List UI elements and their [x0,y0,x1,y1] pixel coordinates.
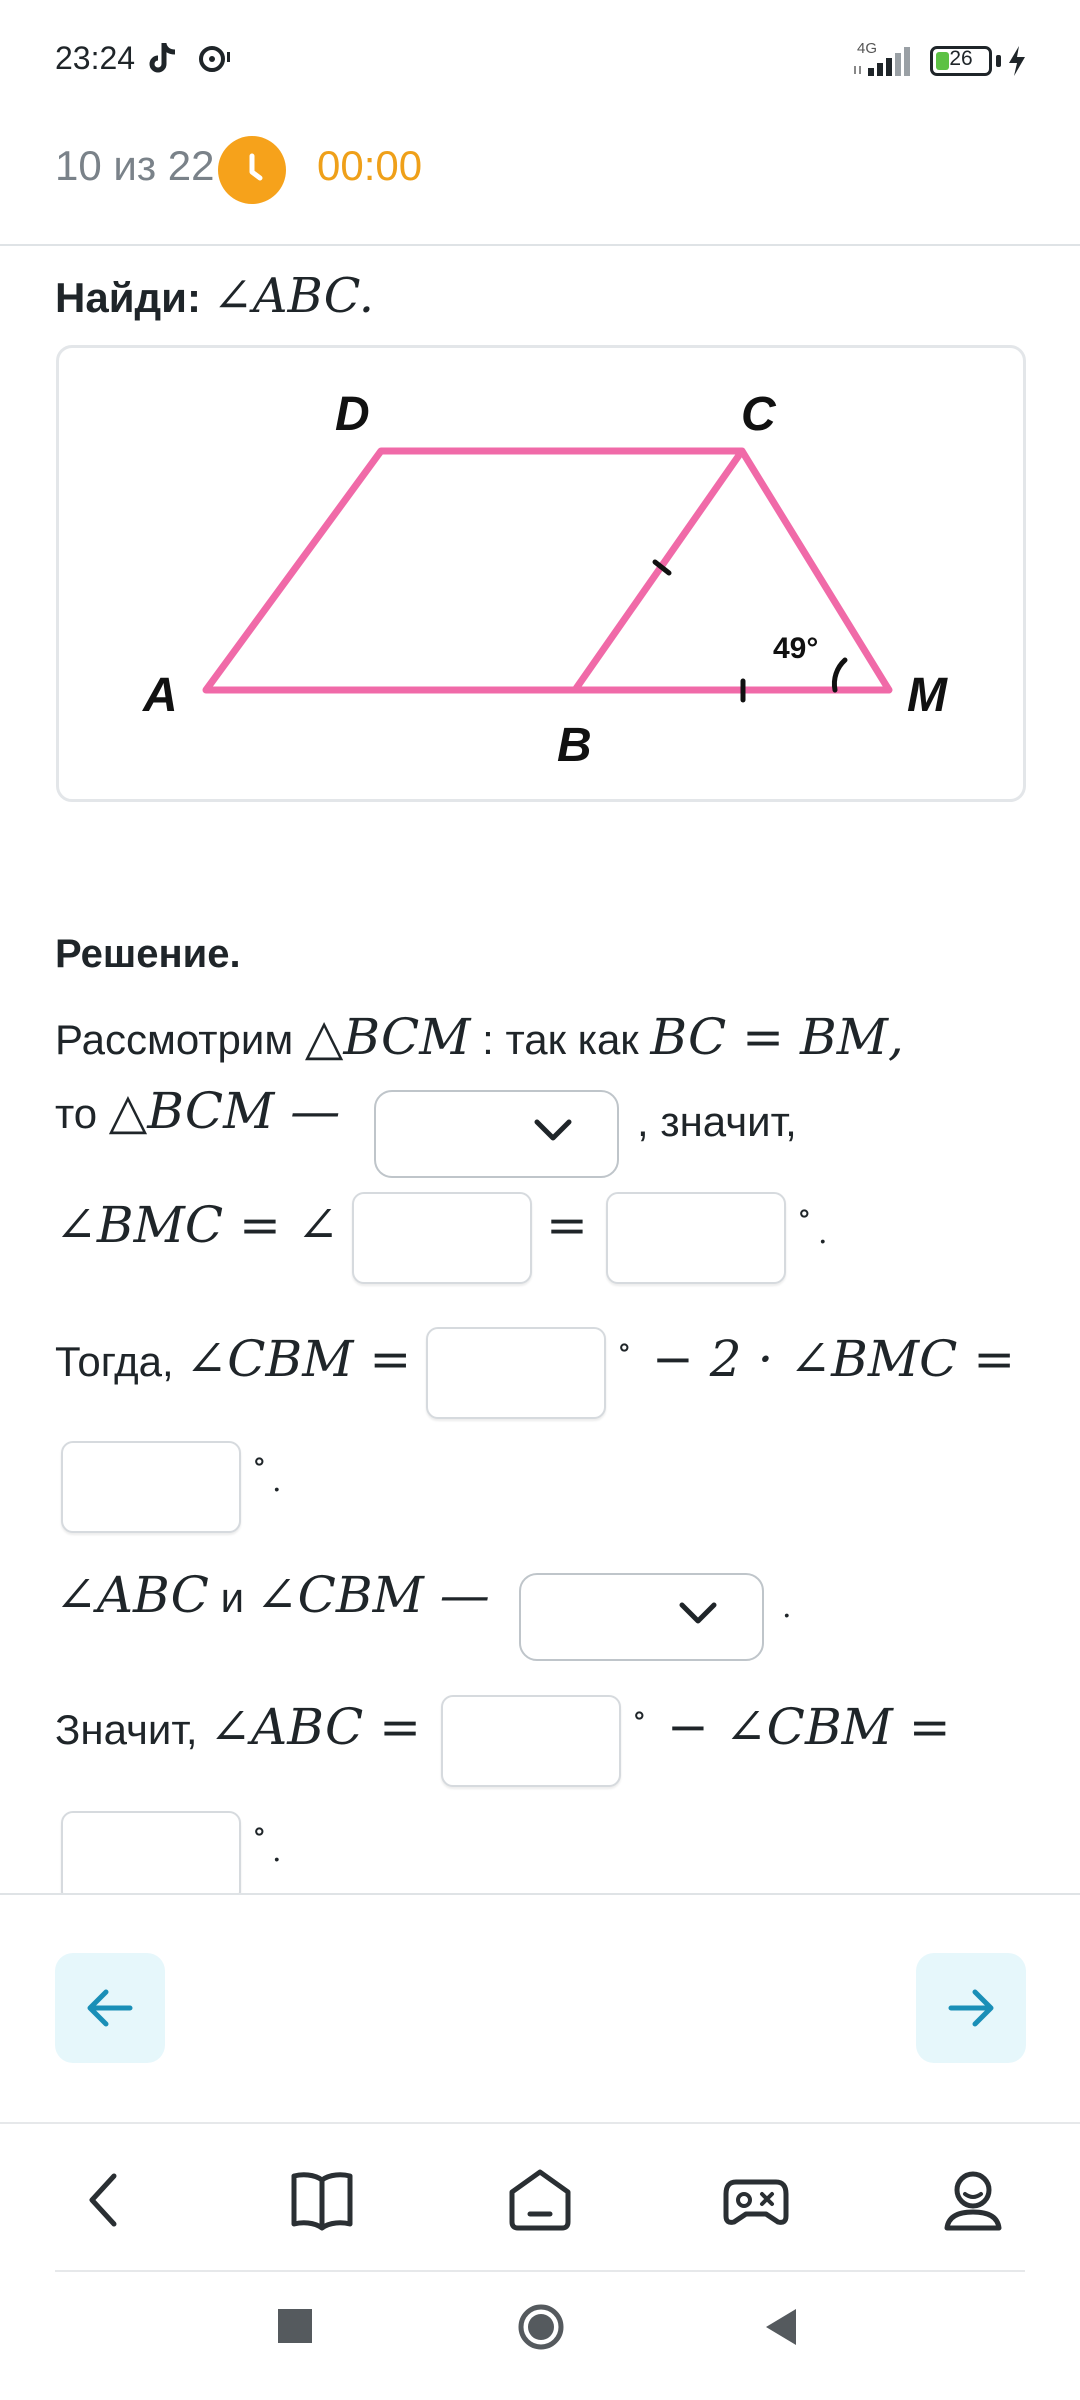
degree-sign-3: ∘ [252,1444,267,1479]
geometry-figure [59,348,1029,805]
app-nav-bar [0,2122,1080,2272]
arrow-right-icon [943,1980,999,2036]
angle-relation-select[interactable] [519,1573,764,1661]
signal-icon [852,44,918,78]
text-then-2: Тогда, [55,1338,174,1385]
chevron-down-icon [678,1601,718,1627]
find-expression: ∠ABC. [212,268,374,324]
triangle-bcm-dash: △BCM — [108,1082,341,1140]
battery-icon [930,46,992,76]
content-divider [0,1893,1080,1895]
solution-line-1 [55,1008,904,1066]
angle-name-input[interactable] [352,1192,532,1284]
network-type: 4G [857,40,878,57]
next-button[interactable] [916,1953,1026,2063]
chevron-left-icon[interactable] [70,2164,142,2236]
equals-sign: = [546,1196,588,1254]
degree-sign-2: ∘ [617,1330,632,1365]
task-header [0,120,1080,246]
total-degrees-input-2[interactable] [441,1695,621,1787]
text-therefore: Значит, [55,1706,198,1753]
segment-BC [575,451,742,690]
label-point-b: B [557,719,592,772]
charging-icon [1006,44,1028,78]
figure-card [56,345,1026,802]
angle-bmc-value-input[interactable] [606,1192,786,1284]
label-point-d: D [335,388,370,441]
period-3: . [782,1590,792,1625]
label-point-c: C [741,388,776,441]
text-and: и [220,1574,245,1621]
degree-sign-4: ∘ [632,1698,647,1733]
clock-icon [218,136,286,204]
angle-arc-m [834,660,845,690]
text-then: то [55,1090,98,1137]
angle-bmc-eq: ∠BMC = ∠ [55,1196,339,1254]
music-disc-icon [198,44,232,74]
solution-line-3 [55,1196,339,1254]
total-degrees-input[interactable] [426,1327,606,1419]
triangle-type-select[interactable] [374,1090,619,1178]
solution-line-4 [55,1330,411,1388]
back-button[interactable] [55,1953,165,2063]
angle-cbm-eq: ∠CBM = [185,1330,412,1388]
degree-sign-5: ∘ [252,1814,267,1849]
angle-cbm-dash: ∠CBM — [255,1566,490,1624]
solution-line-6 [55,1566,490,1624]
degree-sign: ∘ [797,1196,812,1231]
timer-value: 00:00 [317,142,423,189]
battery-level: 26 [949,47,973,70]
equation-bc-bm: BC = BM, [650,1008,904,1066]
label-point-a: A [143,669,178,722]
minus-cbm: − ∠CBM = [667,1698,951,1756]
text-consider: Рассмотрим [55,1016,294,1063]
angle-abc-eq: ∠ABC = [209,1698,421,1756]
solution-title: Решение. [55,932,241,976]
battery-tip [996,55,1001,67]
home-circle-icon[interactable] [516,2302,566,2352]
period: . [818,1216,828,1251]
find-statement [55,268,374,324]
angle-cbm-value-input[interactable] [61,1441,241,1533]
solution-line-2a [55,1082,340,1140]
triangle-bcm: △BCM [304,1008,471,1066]
arrow-left-icon [82,1980,138,2036]
gamepad-icon[interactable] [720,2164,792,2236]
chevron-down-icon [533,1118,573,1144]
period-2: . [272,1464,282,1499]
solution-line-7-text [55,1698,421,1756]
text-since: : так как [482,1016,639,1063]
task-content [0,248,1080,1893]
back-triangle-icon[interactable] [762,2307,800,2347]
text-means: , значит, [637,1098,797,1145]
angle-label: 49° [773,632,819,665]
tiktok-icon [146,40,180,76]
app-nav-divider [55,2270,1025,2272]
label-point-m: M [907,669,947,722]
angle-abc-value-input[interactable] [61,1811,241,1893]
status-bar [0,0,1080,120]
angle-abc: ∠ABC [55,1566,209,1624]
profile-icon[interactable] [937,2164,1009,2236]
book-icon[interactable] [286,2164,358,2236]
period-4: . [272,1834,282,1869]
recents-icon[interactable] [276,2307,314,2345]
minus-two-bmc: − 2 · ∠BMC = [652,1330,1016,1388]
task-progress: 10 из 22 [55,142,215,189]
find-label: Найди: [55,274,201,321]
home-icon[interactable] [504,2164,576,2236]
status-time: 23:24 [55,40,136,76]
